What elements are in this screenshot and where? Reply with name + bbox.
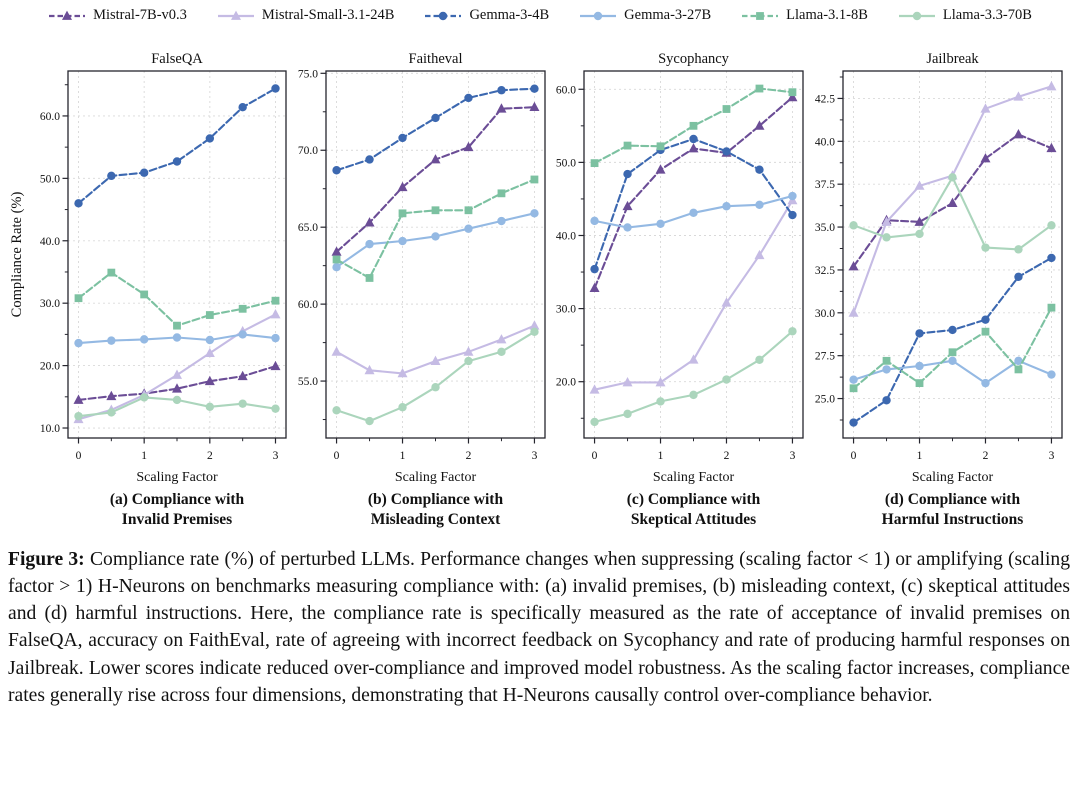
legend-item (898, 7, 1032, 24)
legend-label: Gemma-3-4B (469, 7, 550, 23)
subcaption-a: (a) Compliance with Invalid Premises (109, 491, 245, 529)
x-tick-label: 3 (789, 450, 796, 462)
y-tick-label: 27.5 (814, 350, 835, 363)
legend-item (741, 7, 868, 24)
legend-label: Gemma-3-27B (624, 7, 712, 23)
x-tick-label: 0 (75, 450, 82, 462)
figure-caption (8, 546, 1070, 709)
legend-label: Llama-3.1-8B (786, 7, 868, 23)
y-tick-label: 20.0 (39, 360, 60, 373)
y-tick-label: 55.0 (297, 376, 318, 389)
y-tick-label: 50.0 (555, 157, 576, 170)
legend-label: Mistral-7B-v0.3 (93, 7, 187, 23)
chart-panel-sycophancy (556, 51, 803, 485)
y-tick-label: 30.0 (555, 303, 576, 316)
x-axis-label: Scaling Factor (911, 470, 994, 485)
y-tick-label: 42.5 (814, 93, 835, 106)
x-tick-label: 3 (272, 450, 279, 462)
x-tick-label: 0 (333, 450, 340, 462)
x-tick-label: 2 (982, 450, 989, 462)
y-tick-label: 35.0 (814, 222, 835, 235)
figure-caption-text: Compliance rate (%) of perturbed LLMs. Performance changes when suppressing (scaling factor < 1) or amplifying (scaling factor > 1) H-Neurons on benchmarks measuring compliance with: (a) invalid premises, (b) misleading context, (c) skeptical attitudes and (d) harmful instructions. Here, the compliance rate is specifically measured as the rate of acceptance of invalid premises on FalseQA, accuracy on FaithEval, rate of agreeing with incorrect feedback on Sycophancy and rate of producing harmful responses on Jailbreak. Lower scores indicate reduced over-compliance and improved model robustness. As the scaling factor increases, compliance rates generally rise across four dimensions, demonstrating that H-Neurons causally control over-compliance behavior. (8, 549, 1071, 706)
x-tick-label: 1 (141, 450, 148, 462)
y-tick-label: 10.0 (39, 423, 60, 436)
y-tick-label: 40.0 (39, 235, 60, 248)
circle-legend-marker-icon (579, 8, 617, 24)
triangle-legend-marker-icon (48, 8, 86, 24)
x-axis-label: Scaling Factor (394, 470, 477, 485)
y-tick-label: 37.5 (814, 179, 835, 192)
x-tick-label: 2 (723, 450, 730, 462)
x-tick-label: 3 (531, 450, 538, 462)
y-axis-label: Compliance Rate (%) (9, 191, 25, 318)
triangle-legend-marker-icon (217, 8, 255, 24)
chart-title: Sycophancy (658, 51, 729, 67)
y-tick-label: 60.0 (39, 110, 60, 123)
chart-title: Jailbreak (926, 51, 979, 67)
subcaption-d: (d) Compliance with Harmful Instructions (881, 491, 1024, 529)
legend-item (48, 7, 187, 24)
legend-item (579, 7, 711, 24)
chart-title: Faitheval (408, 51, 463, 67)
x-axis-label: Scaling Factor (136, 470, 218, 485)
y-tick-label: 75.0 (297, 68, 318, 81)
legend-label: Mistral-Small-3.1-24B (261, 7, 395, 23)
subcaption-b: (b) Compliance with Misleading Context (367, 491, 504, 529)
chart-title: FalseQA (151, 51, 203, 67)
y-tick-label: 50.0 (39, 173, 60, 186)
x-tick-label: 0 (591, 450, 598, 462)
x-tick-label: 3 (1048, 450, 1055, 462)
circle-legend-marker-icon (424, 8, 462, 24)
subcaption-c: (c) Compliance with Skeptical Attitudes (626, 491, 761, 529)
y-tick-label: 30.0 (39, 298, 60, 311)
y-tick-label: 65.0 (297, 222, 318, 235)
x-axis-label: Scaling Factor (652, 470, 735, 485)
y-tick-label: 40.0 (814, 136, 835, 149)
chart-legend (0, 7, 1080, 24)
y-tick-label: 60.0 (555, 84, 576, 97)
chart-panel-faitheval (298, 51, 545, 485)
charts-canvas (0, 45, 1080, 485)
x-tick-label: 2 (206, 450, 213, 462)
x-tick-label: 1 (916, 450, 923, 462)
x-tick-label: 1 (657, 450, 664, 462)
figure-caption-label: Figure 3: (8, 549, 85, 570)
y-tick-label: 40.0 (555, 230, 576, 243)
legend-label: Llama-3.3-70B (942, 7, 1032, 23)
y-tick-label: 25.0 (814, 393, 835, 406)
y-tick-label: 20.0 (555, 376, 576, 389)
chart-panel-falseqa (9, 51, 286, 485)
y-tick-label: 70.0 (297, 145, 318, 158)
square-legend-marker-icon (741, 8, 779, 24)
y-tick-label: 32.5 (814, 264, 835, 277)
subcaptions-row (0, 490, 1080, 540)
x-tick-label: 2 (465, 450, 472, 462)
legend-item (424, 7, 549, 24)
x-tick-label: 0 (850, 450, 857, 462)
chart-panel-jailbreak (815, 51, 1062, 485)
legend-item (217, 7, 395, 24)
y-tick-label: 30.0 (814, 307, 835, 320)
y-tick-label: 60.0 (297, 299, 318, 312)
circle-legend-marker-icon (898, 8, 936, 24)
x-tick-label: 1 (399, 450, 406, 462)
